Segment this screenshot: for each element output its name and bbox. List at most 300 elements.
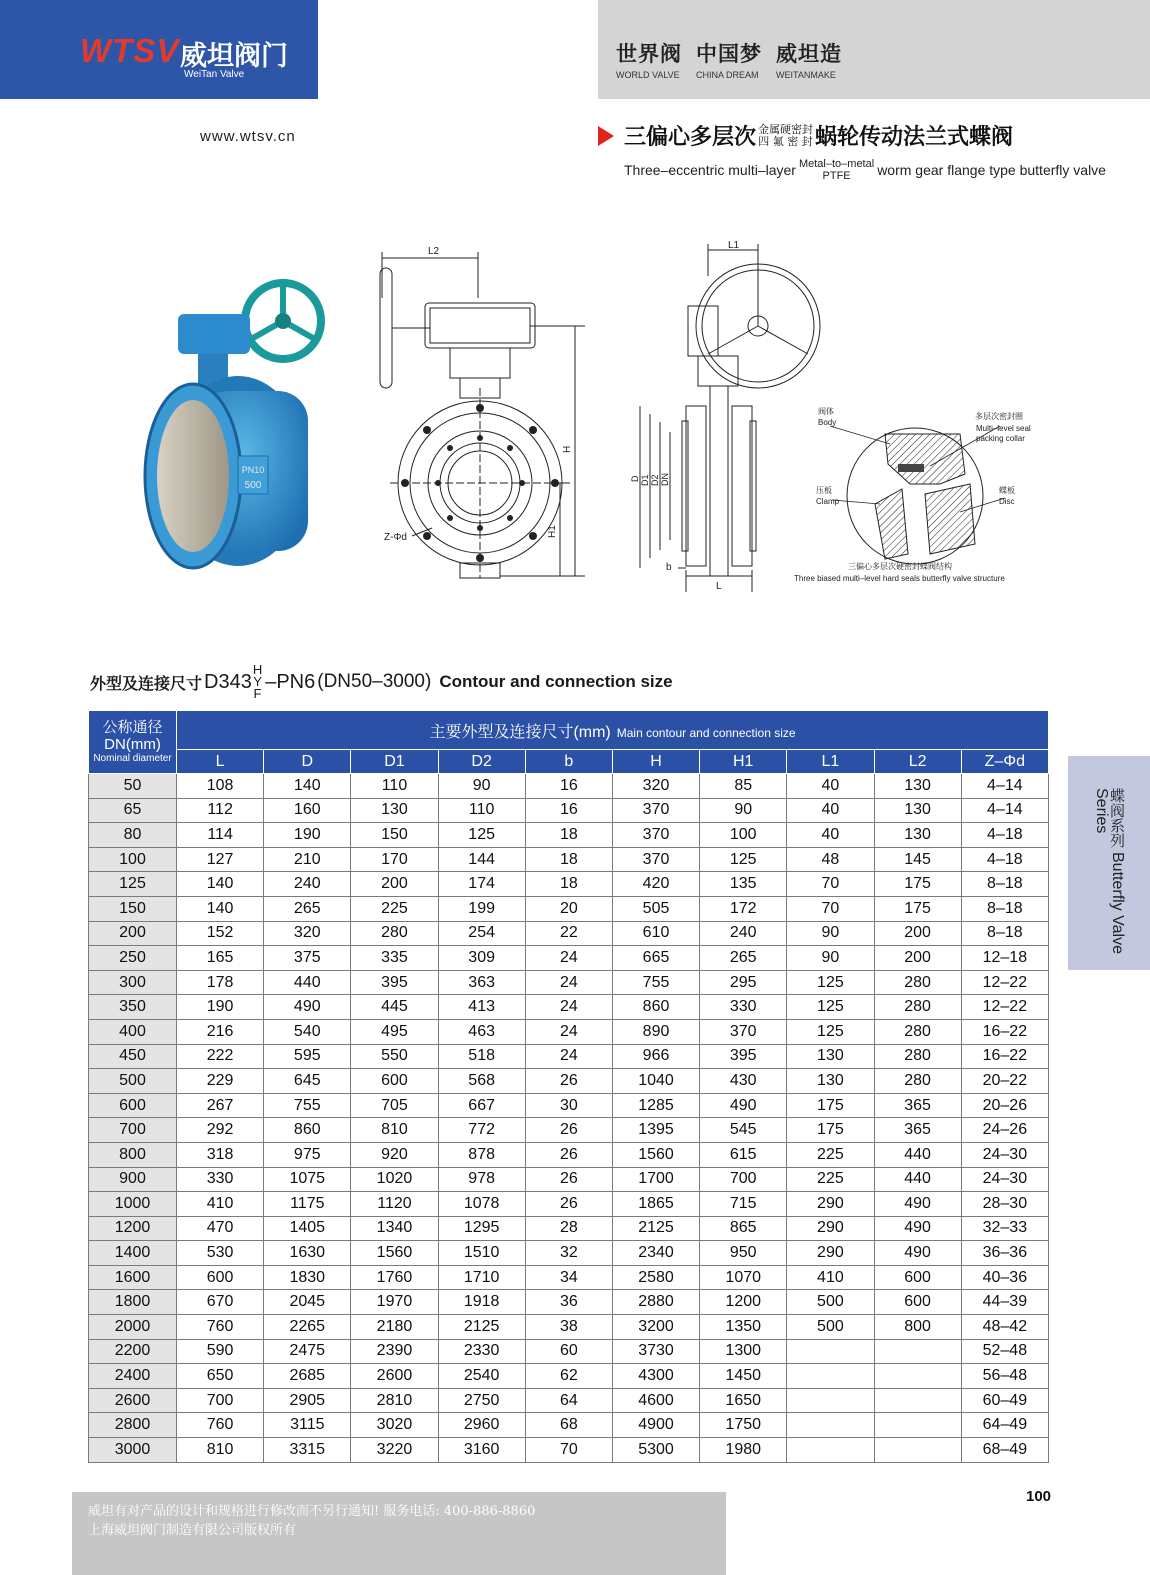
table-cell: 430 — [700, 1069, 787, 1094]
table-cell: 3220 — [351, 1438, 438, 1463]
table-cell: 600 — [874, 1265, 961, 1290]
table-cell: 2265 — [264, 1315, 351, 1340]
table-cell: 130 — [787, 1069, 874, 1094]
table-cell: 229 — [177, 1069, 264, 1094]
table-cell: 170 — [351, 847, 438, 872]
table-cell: 62 — [525, 1364, 612, 1389]
table-cell: 4600 — [612, 1388, 699, 1413]
column-header: L1 — [787, 750, 874, 774]
table-cell: 5300 — [612, 1438, 699, 1463]
table-cell: 26 — [525, 1118, 612, 1143]
table-cell: 135 — [700, 872, 787, 897]
table-cell: 280 — [874, 1069, 961, 1094]
table-row — [89, 1093, 1049, 1118]
table-cell: 2580 — [612, 1265, 699, 1290]
table-cell: 36–36 — [961, 1241, 1048, 1266]
table-cell: 112 — [177, 798, 264, 823]
table-cell: 309 — [438, 946, 525, 971]
table-row — [89, 1019, 1049, 1044]
dn-cell: 80 — [89, 823, 177, 848]
table-cell: 2180 — [351, 1315, 438, 1340]
dim-label-L: L — [716, 581, 722, 592]
table-cell: 60–49 — [961, 1388, 1048, 1413]
table-cell: 38 — [525, 1315, 612, 1340]
column-header: L2 — [874, 750, 961, 774]
dn-cell: 700 — [89, 1118, 177, 1143]
table-cell: 200 — [351, 872, 438, 897]
table-cell: 335 — [351, 946, 438, 971]
table-cell: 24–30 — [961, 1142, 1048, 1167]
table-cell: 920 — [351, 1142, 438, 1167]
table-row — [89, 1413, 1049, 1438]
table-cell: 16–22 — [961, 1019, 1048, 1044]
table-cell: 175 — [787, 1093, 874, 1118]
table-cell: 26 — [525, 1069, 612, 1094]
table-cell: 2330 — [438, 1339, 525, 1364]
column-header: H1 — [700, 750, 787, 774]
table-cell: 1295 — [438, 1216, 525, 1241]
table-cell: 125 — [787, 995, 874, 1020]
table-cell: 772 — [438, 1118, 525, 1143]
dn-cell: 900 — [89, 1167, 177, 1192]
label-seal-en-2: packing collar — [976, 434, 1025, 443]
table-cell: 292 — [177, 1118, 264, 1143]
table-cell: 810 — [351, 1118, 438, 1143]
table-cell: 420 — [612, 872, 699, 897]
nameplate-rating: PN10 — [241, 465, 265, 475]
dn-cell: 2600 — [89, 1388, 177, 1413]
table-cell: 1830 — [264, 1265, 351, 1290]
logo-wordmark: WTSV — [80, 32, 180, 69]
table-cell: 700 — [177, 1388, 264, 1413]
table-cell: 878 — [438, 1142, 525, 1167]
table-cell: 290 — [787, 1241, 874, 1266]
table-cell: 100 — [700, 823, 787, 848]
slogan-item: 威坦造 WEITANMAKE — [776, 42, 842, 80]
dn-cell: 65 — [89, 798, 177, 823]
table-cell — [787, 1388, 874, 1413]
table-cell: 110 — [351, 774, 438, 799]
table-cell: 125 — [787, 1019, 874, 1044]
table-cell: 265 — [264, 896, 351, 921]
table-cell: 16 — [525, 798, 612, 823]
dn-cell: 450 — [89, 1044, 177, 1069]
table-cell: 295 — [700, 970, 787, 995]
dimension-table — [88, 710, 1049, 1463]
table-cell: 70 — [787, 896, 874, 921]
table-cell: 670 — [177, 1290, 264, 1315]
table-cell: 1510 — [438, 1241, 525, 1266]
table-cell: 2125 — [612, 1216, 699, 1241]
dn-cell: 600 — [89, 1093, 177, 1118]
table-row — [89, 1216, 1049, 1241]
table-cell: 267 — [177, 1093, 264, 1118]
table-row — [89, 1339, 1049, 1364]
table-cell: 90 — [700, 798, 787, 823]
table-cell: 1760 — [351, 1265, 438, 1290]
table-cell: 254 — [438, 921, 525, 946]
table-cell: 44–39 — [961, 1290, 1048, 1315]
dn-cell: 400 — [89, 1019, 177, 1044]
dn-cell: 2400 — [89, 1364, 177, 1389]
table-cell: 1650 — [700, 1388, 787, 1413]
table-cell: 4–14 — [961, 774, 1048, 799]
table-cell: 30 — [525, 1093, 612, 1118]
table-cell: 18 — [525, 872, 612, 897]
table-cell: 810 — [177, 1438, 264, 1463]
table-cell: 2045 — [264, 1290, 351, 1315]
table-cell: 2125 — [438, 1315, 525, 1340]
table-cell: 318 — [177, 1142, 264, 1167]
table-cell: 490 — [700, 1093, 787, 1118]
table-cell: 240 — [264, 872, 351, 897]
dim-label-L2: L2 — [428, 246, 440, 257]
table-cell: 280 — [874, 995, 961, 1020]
table-cell: 490 — [874, 1216, 961, 1241]
table-cell: 110 — [438, 798, 525, 823]
column-header: H — [612, 750, 699, 774]
table-cell: 222 — [177, 1044, 264, 1069]
table-cell: 280 — [874, 1019, 961, 1044]
table-cell: 2390 — [351, 1339, 438, 1364]
table-cell: 320 — [612, 774, 699, 799]
table-cell: 490 — [874, 1192, 961, 1217]
dn-cell: 350 — [89, 995, 177, 1020]
table-cell: 1120 — [351, 1192, 438, 1217]
table-cell: 550 — [351, 1044, 438, 1069]
table-cell: 48–42 — [961, 1315, 1048, 1340]
table-cell: 600 — [177, 1265, 264, 1290]
column-header: L — [177, 750, 264, 774]
dn-cell: 1400 — [89, 1241, 177, 1266]
table-cell: 975 — [264, 1142, 351, 1167]
dn-cell: 200 — [89, 921, 177, 946]
table-cell: 265 — [700, 946, 787, 971]
table-cell: 130 — [787, 1044, 874, 1069]
table-cell: 18 — [525, 823, 612, 848]
dn-cell: 2200 — [89, 1339, 177, 1364]
table-cell: 4–18 — [961, 847, 1048, 872]
table-cell: 1750 — [700, 1413, 787, 1438]
table-cell: 24 — [525, 1019, 612, 1044]
table-cell: 12–22 — [961, 970, 1048, 995]
table-cell: 590 — [177, 1339, 264, 1364]
table-row — [89, 970, 1049, 995]
table-cell: 140 — [264, 774, 351, 799]
label-body-cn: 阀体 — [818, 407, 834, 416]
table-cell: 8–18 — [961, 896, 1048, 921]
table-cell: 650 — [177, 1364, 264, 1389]
column-header: D1 — [351, 750, 438, 774]
table-cell — [874, 1388, 961, 1413]
series-side-tab-label: 蝶阀系列Butterfly Valve Series — [1093, 788, 1126, 954]
table-row — [89, 872, 1049, 897]
table-cell: 363 — [438, 970, 525, 995]
table-cell: 370 — [612, 798, 699, 823]
table-cell: 64 — [525, 1388, 612, 1413]
table-cell: 440 — [874, 1167, 961, 1192]
table-cell: 174 — [438, 872, 525, 897]
table-cell — [787, 1438, 874, 1463]
label-clamp-cn: 压板 — [816, 486, 832, 495]
table-cell: 4900 — [612, 1413, 699, 1438]
table-cell: 3020 — [351, 1413, 438, 1438]
table-cell: 2475 — [264, 1339, 351, 1364]
table-cell: 225 — [351, 896, 438, 921]
label-seal-cn: 多层次密封圈 — [975, 412, 1023, 421]
table-cell: 18 — [525, 847, 612, 872]
table-cell: 1340 — [351, 1216, 438, 1241]
table-cell — [874, 1364, 961, 1389]
table-cell: 175 — [874, 896, 961, 921]
table-cell: 225 — [787, 1142, 874, 1167]
table-cell: 28–30 — [961, 1192, 1048, 1217]
table-cell: 8–18 — [961, 921, 1048, 946]
table-cell: 395 — [700, 1044, 787, 1069]
table-cell: 40 — [787, 823, 874, 848]
dn-cell: 150 — [89, 896, 177, 921]
table-cell: 1020 — [351, 1167, 438, 1192]
table-cell: 3315 — [264, 1438, 351, 1463]
table-row — [89, 774, 1049, 799]
table-cell: 280 — [874, 970, 961, 995]
dn-cell: 3000 — [89, 1438, 177, 1463]
label-clamp-en: Clamp — [816, 497, 840, 506]
label-body-en: Body — [818, 418, 837, 427]
table-row — [89, 946, 1049, 971]
dn-cell: 250 — [89, 946, 177, 971]
table-cell: 1395 — [612, 1118, 699, 1143]
table-cell: 216 — [177, 1019, 264, 1044]
logo-english-name: WeiTan Valve — [184, 69, 245, 80]
table-cell: 2750 — [438, 1388, 525, 1413]
table-cell: 2340 — [612, 1241, 699, 1266]
dn-cell: 2800 — [89, 1413, 177, 1438]
table-cell: 4–18 — [961, 823, 1048, 848]
table-cell: 240 — [700, 921, 787, 946]
table-cell: 190 — [177, 995, 264, 1020]
table-cell: 68–49 — [961, 1438, 1048, 1463]
table-cell: 2600 — [351, 1364, 438, 1389]
table-row — [89, 1241, 1049, 1266]
product-title-cn: 三偏心多层次 金属硬密封 四 氟 密 封 蜗轮传动法兰式蝶阀 — [624, 123, 1014, 150]
table-row — [89, 1044, 1049, 1069]
table-cell: 3115 — [264, 1413, 351, 1438]
dn-cell: 50 — [89, 774, 177, 799]
table-cell: 40–36 — [961, 1265, 1048, 1290]
dn-cell: 125 — [89, 872, 177, 897]
table-cell: 20 — [525, 896, 612, 921]
slogan — [616, 38, 842, 80]
table-cell: 645 — [264, 1069, 351, 1094]
table-cell: 755 — [612, 970, 699, 995]
table-cell: 1630 — [264, 1241, 351, 1266]
table-cell: 1070 — [700, 1265, 787, 1290]
table-cell: 978 — [438, 1167, 525, 1192]
table-cell: 140 — [177, 872, 264, 897]
table-cell: 16–22 — [961, 1044, 1048, 1069]
table-cell: 130 — [874, 774, 961, 799]
table-cell: 24 — [525, 970, 612, 995]
dim-label-H1: H1 — [547, 525, 558, 538]
table-cell: 24–26 — [961, 1118, 1048, 1143]
table-cell: 145 — [874, 847, 961, 872]
table-cell: 1078 — [438, 1192, 525, 1217]
table-cell: 966 — [612, 1044, 699, 1069]
table-cell: 24 — [525, 946, 612, 971]
table-row — [89, 896, 1049, 921]
table-cell: 125 — [787, 970, 874, 995]
table-cell: 410 — [177, 1192, 264, 1217]
table-cell: 1200 — [700, 1290, 787, 1315]
column-header: Z–Φd — [961, 750, 1048, 774]
table-cell: 950 — [700, 1241, 787, 1266]
table-cell: 500 — [787, 1290, 874, 1315]
table-cell: 12–22 — [961, 995, 1048, 1020]
table-cell: 1405 — [264, 1216, 351, 1241]
table-cell: 330 — [177, 1167, 264, 1192]
table-cell: 440 — [874, 1142, 961, 1167]
table-cell: 320 — [264, 921, 351, 946]
table-row — [89, 1315, 1049, 1340]
table-cell: 175 — [874, 872, 961, 897]
slogan-item: 世界阀 WORLD VALVE — [616, 42, 682, 80]
table-cell: 68 — [525, 1413, 612, 1438]
footer-copyright: 上海威坦阀门制造有限公司版权所有 — [88, 1523, 297, 1538]
table-cell: 500 — [787, 1315, 874, 1340]
table-cell: 600 — [351, 1069, 438, 1094]
table-cell: 800 — [874, 1315, 961, 1340]
table-cell: 70 — [787, 872, 874, 897]
dn-cell: 500 — [89, 1069, 177, 1094]
table-row — [89, 1192, 1049, 1217]
table-cell: 34 — [525, 1265, 612, 1290]
dn-cell: 100 — [89, 847, 177, 872]
dim-label-H: H — [562, 445, 573, 453]
table-cell: 760 — [177, 1413, 264, 1438]
table-cell: 24 — [525, 995, 612, 1020]
dn-cell: 1200 — [89, 1216, 177, 1241]
table-cell: 2960 — [438, 1413, 525, 1438]
table-cell: 22 — [525, 921, 612, 946]
dn-cell: 1600 — [89, 1265, 177, 1290]
table-cell: 1710 — [438, 1265, 525, 1290]
table-cell: 60 — [525, 1339, 612, 1364]
dim-label-bolt-holes: Z-Φd — [384, 532, 407, 543]
table-row — [89, 1142, 1049, 1167]
table-cell: 1560 — [612, 1142, 699, 1167]
table-cell: 700 — [700, 1167, 787, 1192]
table-cell: 3730 — [612, 1339, 699, 1364]
table-cell: 1865 — [612, 1192, 699, 1217]
table-cell: 3160 — [438, 1438, 525, 1463]
table-cell: 26 — [525, 1167, 612, 1192]
table-cell: 114 — [177, 823, 264, 848]
table-cell: 125 — [438, 823, 525, 848]
dn-cell: 1000 — [89, 1192, 177, 1217]
table-cell: 540 — [264, 1019, 351, 1044]
table-cell — [874, 1438, 961, 1463]
table-cell: 530 — [177, 1241, 264, 1266]
table-row — [89, 823, 1049, 848]
table-cell: 490 — [264, 995, 351, 1020]
table-cell: 26 — [525, 1142, 612, 1167]
table-cell: 40 — [787, 798, 874, 823]
table-cell: 1075 — [264, 1167, 351, 1192]
table-cell: 280 — [874, 1044, 961, 1069]
table-cell: 470 — [177, 1216, 264, 1241]
page-number: 100 — [1026, 1488, 1052, 1505]
website-url: www.wtsv.cn — [200, 128, 296, 145]
table-cell: 290 — [787, 1216, 874, 1241]
dim-label-DN: DN — [660, 473, 670, 486]
table-cell: 2540 — [438, 1364, 525, 1389]
table-row — [89, 1118, 1049, 1143]
front-view-drawing — [370, 238, 600, 588]
table-cell: 1980 — [700, 1438, 787, 1463]
product-photo — [138, 276, 328, 581]
table-cell: 518 — [438, 1044, 525, 1069]
table-cell — [874, 1339, 961, 1364]
table-cell: 8–18 — [961, 872, 1048, 897]
table-cell: 20–22 — [961, 1069, 1048, 1094]
table-row — [89, 1438, 1049, 1463]
dn-cell: 300 — [89, 970, 177, 995]
table-cell: 64–49 — [961, 1413, 1048, 1438]
table-cell: 225 — [787, 1167, 874, 1192]
table-row — [89, 1364, 1049, 1389]
table-cell: 200 — [874, 921, 961, 946]
dim-label-b: b — [666, 562, 672, 573]
header-main-dimensions: 主要外型及连接尺寸(mm) Main contour and connection size — [177, 711, 1049, 750]
label-disc-cn: 蝶板 — [999, 486, 1015, 495]
table-cell: 199 — [438, 896, 525, 921]
table-cell: 760 — [177, 1315, 264, 1340]
table-cell: 28 — [525, 1216, 612, 1241]
table-cell: 665 — [612, 946, 699, 971]
product-title-en: Three–eccentric multi–layer Metal–to–metal PTFE worm gear flange type butterfly valve — [624, 158, 1106, 182]
table-cell: 150 — [351, 823, 438, 848]
table-cell: 165 — [177, 946, 264, 971]
seal-structure-detail — [790, 404, 1040, 589]
table-cell: 2880 — [612, 1290, 699, 1315]
table-row — [89, 1167, 1049, 1192]
table-cell: 280 — [351, 921, 438, 946]
table-cell: 1700 — [612, 1167, 699, 1192]
table-cell: 600 — [874, 1290, 961, 1315]
table-cell: 375 — [264, 946, 351, 971]
table-cell: 667 — [438, 1093, 525, 1118]
table-cell: 1450 — [700, 1364, 787, 1389]
label-seal-en: Multi–level seal — [976, 424, 1031, 433]
footer-notice: 威坦有对产品的设计和规格进行修改而不另行通知! 服务电话: 400-886-8860 — [88, 1504, 536, 1519]
table-cell: 1970 — [351, 1290, 438, 1315]
table-cell: 370 — [612, 847, 699, 872]
table-cell: 860 — [264, 1118, 351, 1143]
table-cell: 330 — [700, 995, 787, 1020]
table-cell: 152 — [177, 921, 264, 946]
table-cell: 190 — [264, 823, 351, 848]
table-cell: 1285 — [612, 1093, 699, 1118]
table-cell: 4–14 — [961, 798, 1048, 823]
table-cell: 108 — [177, 774, 264, 799]
table-cell: 200 — [874, 946, 961, 971]
table-cell: 90 — [787, 946, 874, 971]
table-cell: 32 — [525, 1241, 612, 1266]
table-cell — [787, 1339, 874, 1364]
table-cell: 2905 — [264, 1388, 351, 1413]
table-cell: 12–18 — [961, 946, 1048, 971]
